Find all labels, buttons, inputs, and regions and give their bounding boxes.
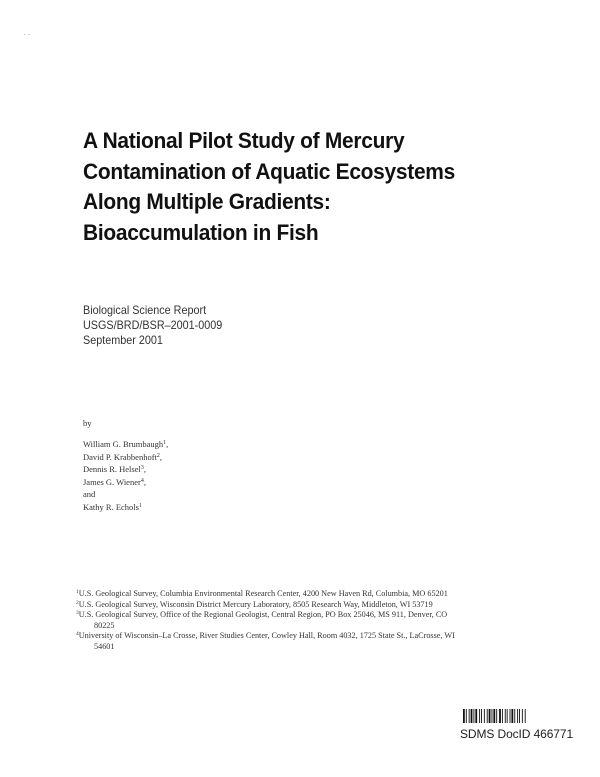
title-line: Along Multiple Gradients: — [83, 189, 331, 214]
barcode-bar — [499, 709, 501, 723]
barcode-bar — [487, 709, 488, 723]
author-name: and — [83, 489, 96, 500]
affiliation — [76, 600, 516, 611]
barcode-bar — [463, 709, 465, 723]
barcode-bar — [466, 709, 467, 723]
barcode-bar — [510, 709, 511, 723]
author-sup: 1 — [138, 502, 142, 509]
author-sup: 3 — [140, 465, 144, 472]
affiliation-text: U.S. Geological Survey, Office of the Regional Geologist, Central Region, PO Box 25046, MS 911, Denver, CO — [78, 610, 448, 620]
barcode-bar — [517, 709, 518, 723]
author-name: James G. Wiener — [83, 476, 141, 487]
barcode-bar — [505, 709, 506, 723]
barcode-bar — [514, 709, 515, 723]
affiliation — [76, 610, 516, 631]
author-name: Dennis R. Helsel — [83, 464, 141, 475]
author-line — [83, 501, 168, 514]
barcode-bar — [493, 709, 495, 723]
barcode-bar — [492, 709, 493, 723]
author-list — [83, 438, 168, 514]
affiliation-list — [76, 589, 516, 653]
barcode-bar — [502, 709, 503, 723]
barcode-bar — [481, 709, 482, 723]
author-sup: 4 — [140, 477, 144, 484]
barcode-bar — [479, 709, 480, 723]
affiliation — [76, 631, 516, 652]
affiliation-sup: 3 — [76, 610, 79, 617]
barcode-bar — [522, 709, 523, 723]
author-line — [83, 451, 168, 464]
barcode-bar — [496, 709, 497, 723]
affiliation-text-cont: 80225 — [94, 620, 115, 630]
affiliation-text: U.S. Geological Survey, Columbia Environmental Research Center, 4200 New Haven Rd, Columbia, MO 65201 — [78, 589, 448, 598]
author-name: William G. Brumbaugh — [83, 439, 164, 449]
author-suffix: , — [143, 464, 146, 475]
barcode-bar — [489, 709, 491, 723]
barcode-bar — [484, 709, 485, 723]
affiliation-text: University of Wisconsin–La Crosse, River Studies Center, Cowley Hall, Room 4032, 1725 State St., LaCrosse, WI — [78, 631, 455, 641]
affiliation-text-cont: 54601 — [94, 641, 115, 651]
barcode-bar — [525, 709, 526, 723]
author-line — [83, 476, 168, 489]
barcode-graphic — [463, 709, 555, 723]
report-info — [83, 303, 222, 348]
report-date: September 2001 — [83, 333, 163, 347]
author-sup: 1 — [163, 440, 167, 446]
barcode-bar — [519, 709, 520, 723]
author-suffix: , — [143, 476, 146, 487]
doc-id: SDMS DocID 466771 — [460, 727, 574, 741]
affiliation — [76, 589, 516, 600]
corner-mark: . . — [24, 30, 30, 37]
by-label: by — [83, 418, 92, 428]
affiliation-text: U.S. Geological Survey, Wisconsin District Mercury Laboratory, 8505 Research Way, Middleton, WI 53719 — [78, 599, 433, 609]
author-line — [83, 463, 168, 476]
document-title — [83, 126, 520, 248]
author-name: David P. Krabbenhoft — [83, 451, 157, 462]
barcode-bar — [475, 709, 477, 723]
author-line — [83, 488, 168, 501]
author-name: Kathy R. Echols — [83, 501, 139, 512]
author-line — [83, 438, 168, 451]
barcode-bar — [507, 709, 508, 723]
affiliation-sup: 4 — [76, 631, 79, 638]
report-series: Biological Science Report — [83, 303, 207, 317]
title-line: A National Pilot Study of Mercury — [83, 128, 405, 153]
barcode-bar — [511, 709, 513, 723]
affiliation-sup: 2 — [76, 599, 79, 606]
author-sup: 2 — [156, 452, 160, 459]
report-number: USGS/BRD/BSR–2001-0009 — [83, 318, 223, 332]
author-suffix: , — [166, 439, 169, 449]
barcode-bar — [471, 709, 473, 723]
affiliation-sup: 1 — [76, 589, 79, 595]
title-line: Contamination of Aquatic Ecosystems — [83, 158, 455, 184]
barcode-bar — [469, 709, 470, 723]
author-suffix: , — [159, 451, 163, 462]
title-line: Bioaccumulation in Fish — [83, 219, 319, 245]
barcode-bar — [473, 709, 474, 723]
